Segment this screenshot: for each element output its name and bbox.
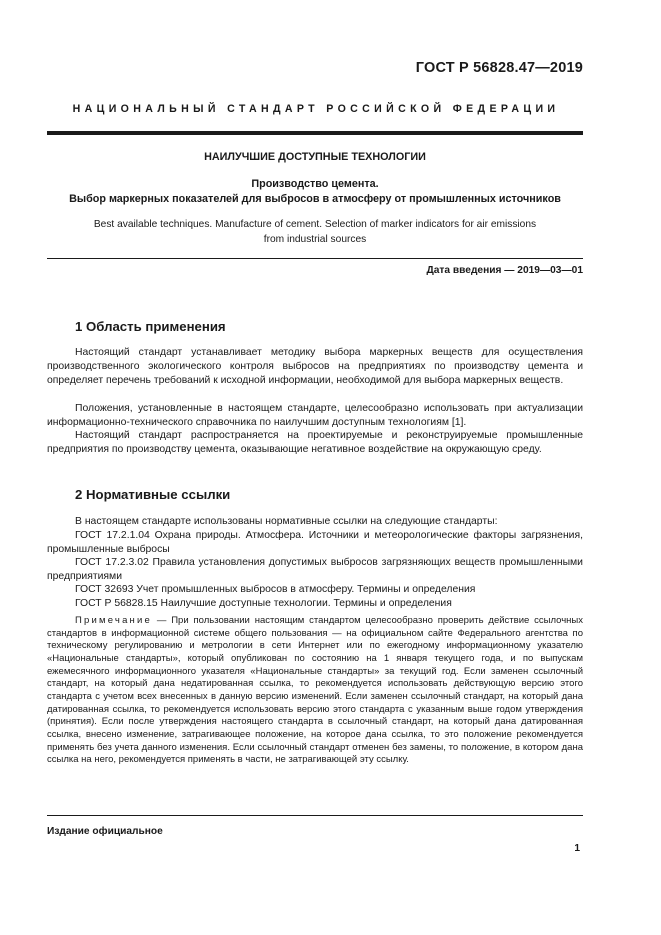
subtitle-line-2: Выбор маркерных показателей для выбросов в атмосферу от промышленных источников [69, 193, 561, 205]
header-rule [47, 131, 583, 135]
reference-item: ГОСТ 32693 Учет промышленных выбросов в атмосферу. Термины и определения [75, 584, 476, 595]
page-number: 1 [574, 843, 580, 854]
reference-item: ГОСТ 17.2.3.02 Правила установления допустимых выбросов загрязняющих веществ промышленными предприятиями [47, 557, 583, 582]
subtitle-line-1: Производство цемента. [251, 178, 379, 190]
footer-rule [47, 815, 583, 816]
document-title: НАИЛУЧШИЕ ДОСТУПНЫЕ ТЕХНОЛОГИИ [204, 151, 426, 163]
section-1-heading: 1 Область применения [75, 319, 226, 334]
title-rule [47, 258, 583, 259]
introduction-date: Дата введения — 2019—03—01 [426, 265, 583, 276]
english-title-line-1: Best available techniques. Manufacture of cement. Selection of marker indicators for air emissions [93, 219, 537, 230]
note-label: Примечание [75, 615, 152, 626]
reference-item: ГОСТ 17.2.1.04 Охрана природы. Атмосфера. Источники и метеорологические факторы загрязнения, промышленные выбросы [47, 530, 583, 555]
reference-note [47, 615, 583, 767]
section-1-paragraph: Настоящий стандарт распространяется на проектируемые и реконструируемые промышленные предприятия по производству цемента, оказывающие негативное воздействие на окружающую среду. [47, 430, 583, 455]
gost-code: ГОСТ Р 56828.47—2019 [415, 60, 583, 76]
reference-item: ГОСТ Р 56828.15 Наилучшие доступные технологии. Термины и определения [75, 598, 452, 609]
edition-label: Издание официальное [47, 826, 163, 837]
english-title [47, 217, 583, 247]
note-text: — При пользовании настоящим стандартом целесообразно проверить действие ссылочных стандартов в информационной системе общего пользования — на официальном сайте Федерального агентства по техническому регулированию и метрологии в сети Интернет или по ежегодному информационному указателю «Национальные стандарты», который опубликован по состоянию на 1 января текущего года, и по выпускам ежемесячного информационного указателя «Национальные стандарты» за текущий год. Если заменен ссылочный стандарт, на который дана недатированная ссылка, то рекомендуется использовать действующую версию этого стандарта с учетом всех внесенных в данную версию изменений. Если заменен ссылочный стандарт, на который дана датированная ссылка, то рекомендуется использовать версию этого стандарта с указанным выше годом утверждения (принятия). Если после утверждения настоящего стандарта в ссылочный стандарт, на который дана датированная ссылка, внесено изменение, затрагивающее положение, на которое дана ссылка, то это положение рекомендуется применять без учета данного изменения. Если ссылочный стандарт отменен без замены, то положение, в котором дана ссылка на него, рекомендуется применять в части, не затрагивающей эту ссылку. [47, 615, 583, 766]
document-subtitle [47, 177, 583, 207]
section-1-paragraph: Настоящий стандарт устанавливает методику выбора маркерных веществ для осуществления производственного экологического контроля выбросов на предприятиях по производству цемента и определяет перечень требований к исходной информации, необходимой для выбора маркерных веществ. [47, 347, 583, 386]
section-1-paragraph: Положения, установленные в настоящем стандарте, целесообразно использовать при актуализации информационно-технического справочника по наилучшим доступным технологиям [1]. [47, 403, 583, 428]
national-standard-banner: НАЦИОНАЛЬНЫЙ СТАНДАРТ РОССИЙСКОЙ ФЕДЕРАЦИИ [72, 103, 560, 115]
section-2-heading: 2 Нормативные ссылки [75, 487, 231, 502]
section-2-intro: В настоящем стандарте использованы нормативные ссылки на следующие стандарты: [75, 516, 498, 527]
english-title-line-2: from industrial sources [263, 234, 367, 245]
